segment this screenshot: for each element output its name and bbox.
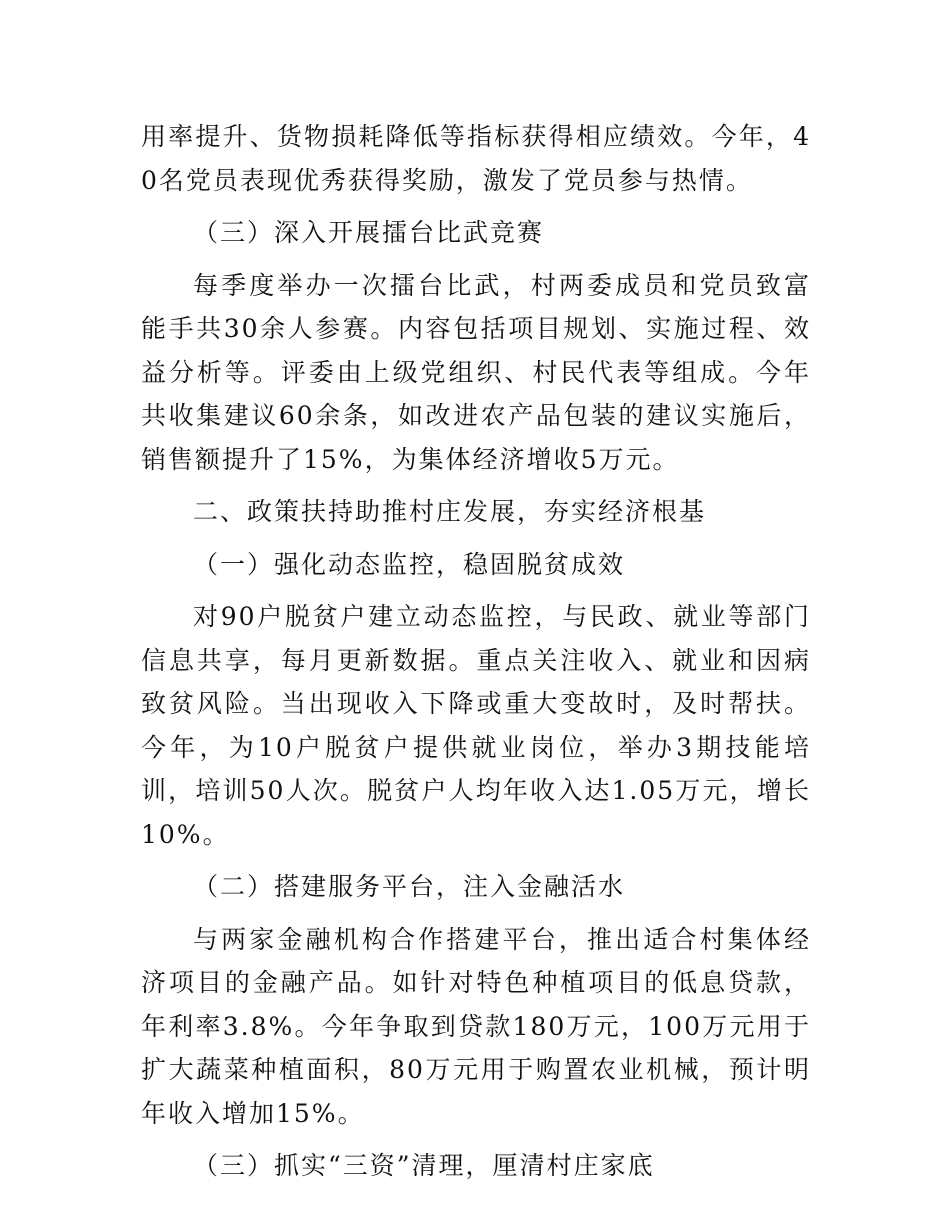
paragraph-party-members-performance: 用率提升、货物损耗降低等指标获得相应绩效。今年，40名党员表现优秀获得奖励，激发了党员参与热情。 [141,122,811,195]
spacer [141,255,811,264]
heading-dynamic-monitoring: （一）强化动态监控，稳固脱贫成效 [193,549,626,579]
spacer [141,909,811,918]
heading-section-two: 二、政策扶持助推村庄发展，夯实经济根基 [193,497,707,526]
spacer [141,481,811,490]
spacer [141,586,811,595]
heading-three-assets-cleanup: （三）抓实“三资”清理，厘清村庄家底 [193,1151,655,1180]
heading-service-platform: （二）搭建服务平台，注入金融活水 [193,872,626,901]
paragraph-service-platform: 与两家金融机构合作搭建平台，推出适合村集体经济项目的金融产品。如针对特色种植项目的低息贷款，年利率3.8%。今年争取到贷款180万元，100万元用于扩大蔬菜种植面积，80万元用于购置农业机械，预计明年收入增加15%。 [141,924,811,1128]
paragraph-arena-competition: 每季度举办一次擂台比武，村两委成员和党员致富能手共30余人参赛。内容包括项目规划、实施过程、效益分析等。评委由上级党组织、村民代表等组成。今年共收集建议60余条，如改进农产品包装的建议实施后，销售额提升了15%，为集体经济增收5万元。 [141,270,811,474]
document-body [141,115,811,1188]
heading-arena-competition: （三）深入开展擂台比武竞赛 [193,218,545,247]
spacer [141,202,811,211]
paragraph-dynamic-monitoring: 对90户脱贫户建立动态监控，与民政、就业等部门信息共享，每月更新数据。重点关注收入、就业和因病致贫风险。当出现收入下降或重大变故时，及时帮扶。今年，为10户脱贫户提供就业岗位，举办3期技能培训，培训50人次。脱贫户人均年收入达1.05万元，增长10%。 [141,602,811,849]
spacer [141,856,811,865]
spacer [141,534,811,543]
spacer [141,1135,811,1144]
